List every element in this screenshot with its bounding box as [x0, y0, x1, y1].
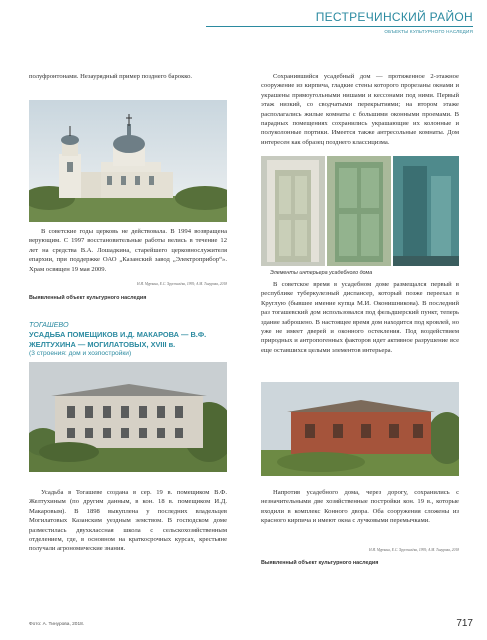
interior-photo-1 [261, 156, 325, 266]
interior-photo-3 [393, 156, 459, 266]
intro-paragraph: полуфронтонами. Незаурядный пример позднего барокко. [29, 73, 193, 80]
estate-subtitle: (3 строения: дом и хозпостройки) [29, 350, 132, 357]
church-illustration [29, 100, 227, 222]
church-photo-credit: Н.И. Мурзина, Е.С. Хрусталёва, 1995; А.М. Тинурова, 2018 [136, 282, 227, 286]
section-subtitle: ОБЪЕКТЫ КУЛЬТУРНОГО НАСЛЕДИЯ [384, 29, 473, 34]
green-door-illustration [327, 156, 391, 266]
header-divider [206, 26, 473, 27]
estate-paragraph: Усадьба в Тогашеве создана в сер. 19 в. помещиком В.Ф. Желтухиным (по другим данным, в кон. 18 в. помещиком И.Д. Макаровым). В 1898 выкуплена у последних владельцев Могилатовых Казанским уездным земством. В господском доме разместилась двухклассная школа с сельскохозяйственным отделением, где, в основном на краткосрочных курсах, крестьяне получали агрономические знания. [29, 489, 227, 553]
estate-title: УСАДЬБА ПОМЕЩИКОВ И.Д. МАКАРОВА — В.Ф. ЖЕЛТУХИНА — МОГИЛАТОВЫХ, XVIII в. [29, 330, 207, 349]
outbuilding-heritage-label: Выявленный объект культурного наследия [261, 560, 379, 566]
estate-house-illustration [29, 362, 227, 472]
outbuilding-illustration [261, 382, 459, 476]
section-title: ПЕСТРЕЧИНСКИЙ РАЙОН [315, 10, 473, 24]
estate-house-photo [29, 362, 227, 472]
house-paragraph: Сохранившийся усадебный дом — протяженное 2-этажное сооружение из кирпича, гладкие стены которого прорезаны окнами и украшены прямоугольными нишами и кессонами под ними. Первый этаж низкий, со сводчатыми перекрытиями; на втором этаже располагались жилые комнаты с большими оконными проемами. В парадных помещениях сохранились украшающие их колонные и полуколонные портики. Имеется также антресольные комнаты. Дом интересен как образец позднего классицизма. [261, 73, 459, 146]
interior-room-illustration [393, 156, 459, 266]
interior-caption: Элементы интерьера усадебного дома [270, 270, 373, 276]
page-number: 717 [456, 618, 473, 629]
church-paragraph: В советские годы церковь не действовала. В 1994 возвращена верующим. С 1997 восстановительные работы велись в течение 12 лет на средства В.А. Лошадкина, старейшего церковнослужителя епархии, при поддержке ОАО „Казанский завод „Электроприбор“». Храм освящен 19 мая 2009. [29, 228, 227, 273]
interior-door-illustration [261, 156, 325, 266]
church-photo [29, 100, 227, 222]
soviet-period-paragraph: В советское время в усадебном доме размещался первый в республике туберкулезный диспансер, который позже переехал в Круглую (бывшее имение купца М.И. Оконишникова). В последний раз тогашевский дом использовался под фельдшерский пункт, теперь здание заброшено. В настоящее время дом находится под кровлей, но уже не имеет дверей и оконного остекления. Под воздействием природных и антропогенных факторов идет активное разрушение все еще оставшихся целыми элементов интерьера. [261, 281, 459, 354]
outbuilding-photo-credit: Н.И. Мурзина, Е.С. Хрусталёва, 1995; А.М. Тинурова, 2018 [368, 548, 459, 552]
church-heritage-label: Выявленный объект культурного наследия [29, 295, 147, 301]
outbuilding-photo [261, 382, 459, 476]
outbuildings-paragraph: Напротив усадебного дома, через дорогу, сохранились с незначительными две хозяйственные постройки кон. 19 в., которые входили в комплекс Конного двора. Оба сооружения сложены из красного кирпича и имеют окна с лучковыми перемычками. [261, 489, 459, 525]
photo-credit: Фото: А. Тинурова, 2018. [29, 622, 85, 627]
interior-photo-2 [327, 156, 391, 266]
location-heading: ТОГАШЕВО [29, 320, 69, 329]
